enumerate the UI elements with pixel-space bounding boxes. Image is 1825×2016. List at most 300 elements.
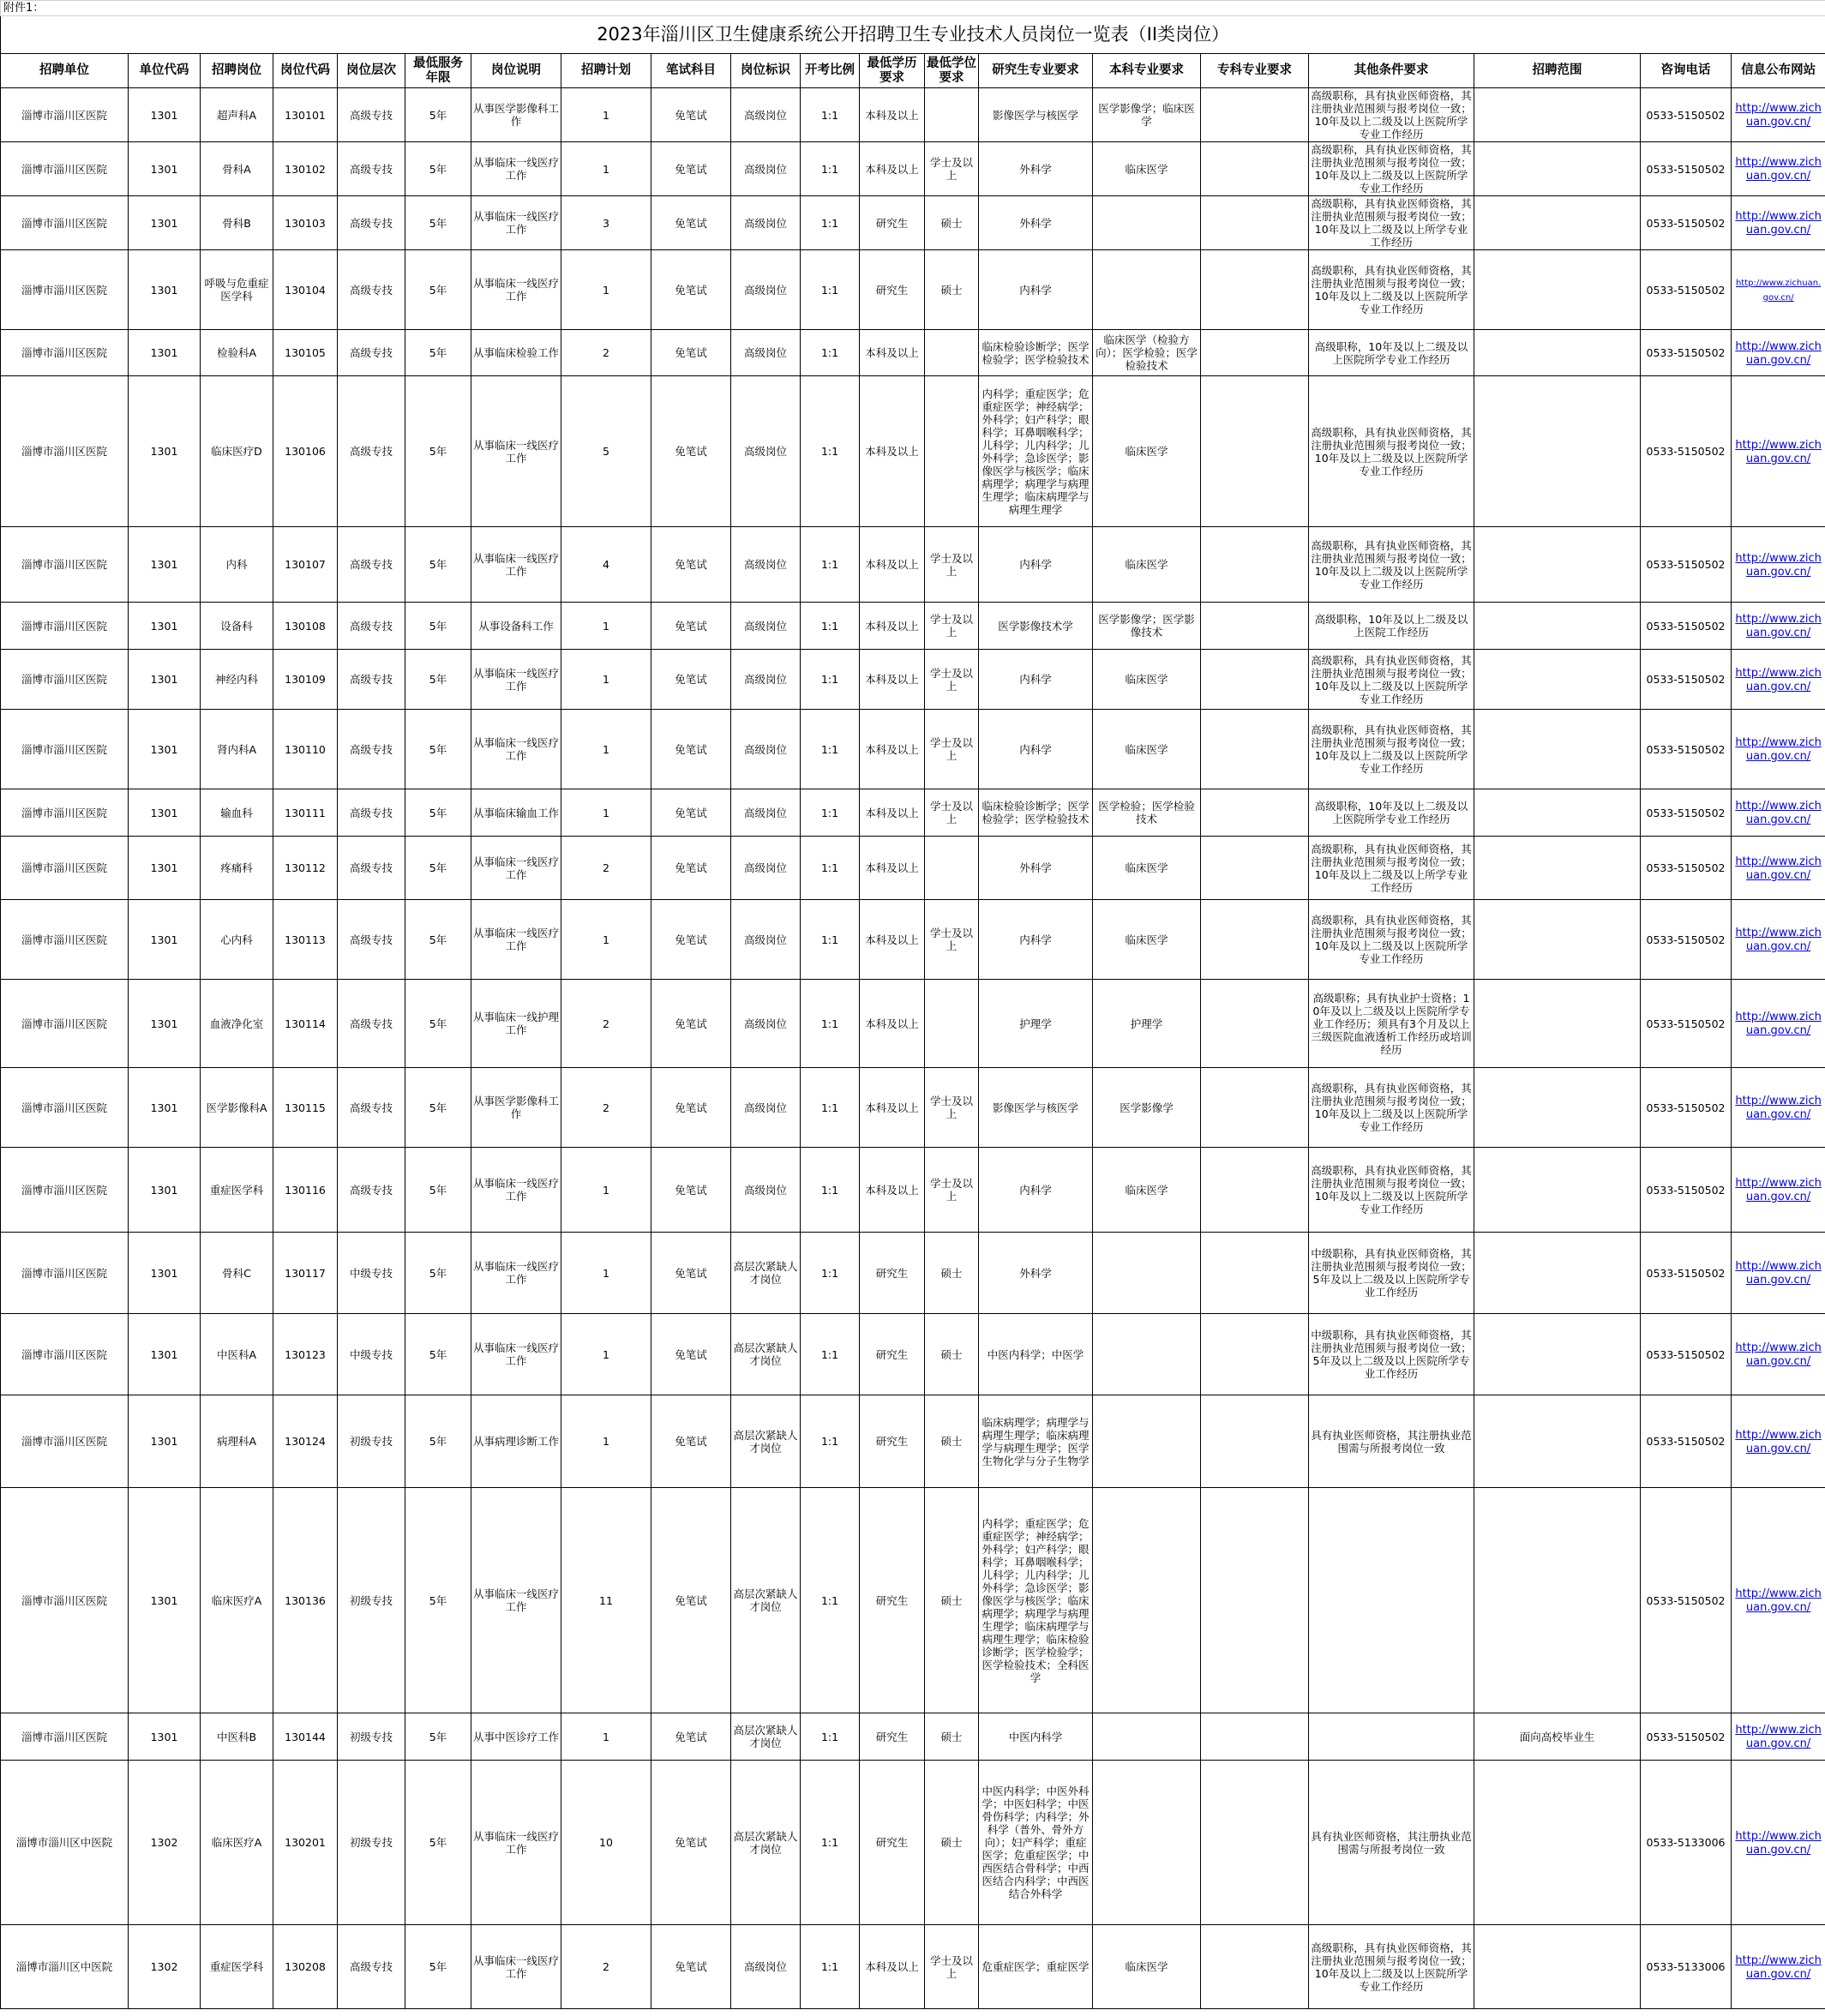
- table-cell: 5年: [405, 603, 471, 650]
- table-cell: [1201, 789, 1309, 837]
- table-cell: 中医科A: [201, 1314, 273, 1395]
- table-cell: 学士及以上: [925, 650, 979, 710]
- table-cell: [1093, 1761, 1201, 1925]
- table-cell: [1474, 603, 1641, 650]
- table-cell: 1:1: [801, 330, 860, 376]
- table-row: [1, 1488, 1825, 1713]
- table-cell: 从事临床一线医疗工作: [471, 1314, 561, 1395]
- table-cell: 1: [561, 88, 651, 142]
- table-row: [1, 1233, 1825, 1314]
- table-cell: 高级岗位: [731, 196, 801, 250]
- table-cell: 免笔试: [651, 603, 731, 650]
- table-cell: 临床医学（检验方向）；医学检验；医学检验技术: [1093, 330, 1201, 376]
- table-cell: 5年: [405, 330, 471, 376]
- table-cell: 高级岗位: [731, 527, 801, 603]
- website-link[interactable]: http://www.zichuan.gov.cn/: [1735, 551, 1822, 579]
- table-cell: 2: [561, 1068, 651, 1148]
- table-cell: [1201, 527, 1309, 603]
- table-cell: [1093, 1233, 1201, 1314]
- table-cell: 医学检验；医学检验技术: [1093, 789, 1201, 837]
- column-header: 咨询电话: [1641, 54, 1732, 88]
- table-cell: 1301: [129, 376, 201, 527]
- table-cell: 临床检验诊断学；医学检验学；医学检验技术: [979, 330, 1093, 376]
- table-cell: 0533-5150502: [1641, 900, 1732, 980]
- table-cell: 1301: [129, 1068, 201, 1148]
- table-cell: 130208: [273, 1925, 338, 2009]
- table-cell: 医学影像学: [1093, 1068, 1201, 1148]
- column-header: 招聘单位: [1, 54, 129, 88]
- column-header: 岗位层次: [338, 54, 405, 88]
- table-cell: [925, 330, 979, 376]
- table-cell: 免笔试: [651, 142, 731, 196]
- table-cell: 高层次紧缺人才岗位: [731, 1761, 801, 1925]
- table-cell: 高级岗位: [731, 603, 801, 650]
- table-cell: 2: [561, 980, 651, 1068]
- table-cell: [1732, 1925, 1825, 2009]
- table-cell: 高级专技: [338, 789, 405, 837]
- table-cell: 1: [561, 789, 651, 837]
- table-cell: 5: [561, 376, 651, 527]
- table-cell: 硕士: [925, 1713, 979, 1761]
- table-cell: 1:1: [801, 1233, 860, 1314]
- table-row: [1, 1713, 1825, 1761]
- table-cell: [1732, 1395, 1825, 1488]
- table-cell: [1732, 1314, 1825, 1395]
- table-cell: 高层次紧缺人才岗位: [731, 1314, 801, 1395]
- table-cell: 护理学: [1093, 980, 1201, 1068]
- table-cell: 淄博市淄川区医院: [1, 710, 129, 789]
- table-cell: 本科及以上: [860, 527, 925, 603]
- table-cell: 本科及以上: [860, 980, 925, 1068]
- table-cell: 初级专技: [338, 1488, 405, 1713]
- table-cell: 1:1: [801, 1925, 860, 2009]
- table-cell: 5年: [405, 789, 471, 837]
- table-cell: 从事临床一线医疗工作: [471, 837, 561, 900]
- table-cell: 高级岗位: [731, 650, 801, 710]
- table-cell: 130107: [273, 527, 338, 603]
- table-cell: 高级专技: [338, 1925, 405, 2009]
- table-cell: 0533-5150502: [1641, 376, 1732, 527]
- table-cell: 1:1: [801, 1314, 860, 1395]
- table-cell: 1: [561, 650, 651, 710]
- table-cell: 高级专技: [338, 527, 405, 603]
- table-cell: 医学影像学；医学影像技术: [1093, 603, 1201, 650]
- table-cell: [1201, 1488, 1309, 1713]
- table-cell: 本科及以上: [860, 376, 925, 527]
- table-cell: 从事设备科工作: [471, 603, 561, 650]
- table-cell: 1301: [129, 330, 201, 376]
- table-cell: 1302: [129, 1925, 201, 2009]
- table-cell: 0533-5133006: [1641, 1925, 1732, 2009]
- website-link[interactable]: http://www.zichuan.gov.cn/: [1735, 339, 1822, 367]
- table-cell: 5年: [405, 1148, 471, 1233]
- website-link[interactable]: http://www.zichuan.gov.cn/: [1735, 1587, 1822, 1614]
- table-cell: 具有执业医师资格，其注册执业范围需与所报考岗位一致: [1309, 1395, 1474, 1488]
- table-cell: [1474, 1761, 1641, 1925]
- table-cell: [1732, 88, 1825, 142]
- website-link[interactable]: http://www.zichuan.gov.cn/: [1735, 855, 1822, 882]
- table-cell: 高级岗位: [731, 789, 801, 837]
- table-cell: 中医内科学；中医外科学；中医妇科学；中医骨伤科学；内科学；外科学（普外、骨外方向）；妇产科学；重症医学；危重症医学；中西医结合骨科学；中西医结合内科学；中西医结合外科学: [979, 1761, 1093, 1925]
- column-header: 专科专业要求: [1201, 54, 1309, 88]
- table-cell: 本科及以上: [860, 837, 925, 900]
- column-header: 研究生专业要求: [979, 54, 1093, 88]
- table-cell: 危重症医学；重症医学: [979, 1925, 1093, 2009]
- table-cell: 130201: [273, 1761, 338, 1925]
- table-cell: 免笔试: [651, 1713, 731, 1761]
- website-link[interactable]: http://www.zichuan.gov.cn/: [1735, 1428, 1822, 1455]
- table-cell: 从事临床一线医疗工作: [471, 1925, 561, 2009]
- website-link[interactable]: http://www.zichuan.gov.cn/: [1735, 1095, 1822, 1121]
- website-link[interactable]: http://www.zichuan.gov.cn/: [1735, 1953, 1822, 1981]
- table-cell: [925, 376, 979, 527]
- table-cell: 淄博市淄川区中医院: [1, 1761, 129, 1925]
- table-cell: [925, 88, 979, 142]
- table-cell: 初级专技: [338, 1761, 405, 1925]
- table-cell: [1474, 980, 1641, 1068]
- table-cell: 中医内科学: [979, 1713, 1093, 1761]
- table-cell: 淄博市淄川区医院: [1, 1068, 129, 1148]
- table-cell: 从事临床一线医疗工作: [471, 376, 561, 527]
- table-cell: 5年: [405, 1233, 471, 1314]
- table-cell: [1732, 650, 1825, 710]
- table-cell: 高级职称，10年及以上二级及以上医院所学专业工作经历: [1309, 330, 1474, 376]
- table-cell: 心内科: [201, 900, 273, 980]
- table-cell: 淄博市淄川区医院: [1, 789, 129, 837]
- table-cell: 高级职称；具有执业护士资格；10年及以上二级及以上医院所学专业工作经历；须具有3个月及以上三级医院血液透析工作经历或培训经历: [1309, 980, 1474, 1068]
- table-cell: 1301: [129, 1233, 201, 1314]
- table-cell: [1474, 88, 1641, 142]
- table-cell: 高级职称，具有执业医师资格，其注册执业范围须与报考岗位一致；10年及以上二级及以上医院所学专业工作经历: [1309, 142, 1474, 196]
- table-cell: 130114: [273, 980, 338, 1068]
- table-cell: 临床医学: [1093, 650, 1201, 710]
- table-cell: 1:1: [801, 376, 860, 527]
- column-header: 开考比例: [801, 54, 860, 88]
- table-cell: 本科及以上: [860, 1068, 925, 1148]
- table-cell: 1:1: [801, 980, 860, 1068]
- table-cell: 高层次紧缺人才岗位: [731, 1713, 801, 1761]
- table-cell: 1: [561, 1148, 651, 1233]
- table-cell: 从事医学影像科工作: [471, 1068, 561, 1148]
- table-cell: 1:1: [801, 1395, 860, 1488]
- table-cell: 临床医学: [1093, 710, 1201, 789]
- table-cell: 淄博市淄川区医院: [1, 330, 129, 376]
- website-link[interactable]: http://www.zichuan.gov.cn/: [1735, 1341, 1822, 1368]
- table-cell: 0533-5150502: [1641, 603, 1732, 650]
- table-cell: 内科学: [979, 650, 1093, 710]
- website-link[interactable]: http://www.zichuan.gov.cn/: [1735, 210, 1822, 237]
- website-link[interactable]: http://www.zichuan.gov.cn/: [1735, 279, 1822, 303]
- table-cell: 临床医学: [1093, 1148, 1201, 1233]
- table-cell: 高级岗位: [731, 376, 801, 527]
- table-cell: 1:1: [801, 1148, 860, 1233]
- table-cell: 5年: [405, 1925, 471, 2009]
- table-cell: 本科及以上: [860, 330, 925, 376]
- table-cell: 临床检验诊断学；医学检验学；医学检验技术: [979, 789, 1093, 837]
- table-cell: 本科及以上: [860, 1148, 925, 1233]
- table-cell: [1093, 1713, 1201, 1761]
- website-link[interactable]: http://www.zichuan.gov.cn/: [1735, 438, 1822, 465]
- table-cell: 外科学: [979, 196, 1093, 250]
- table-cell: 硕士: [925, 1761, 979, 1925]
- table-cell: [1201, 603, 1309, 650]
- table-cell: 1: [561, 142, 651, 196]
- table-row: [1, 88, 1825, 142]
- table-cell: [1201, 900, 1309, 980]
- table-cell: 0533-5150502: [1641, 650, 1732, 710]
- table-cell: 130117: [273, 1233, 338, 1314]
- table-cell: 1:1: [801, 1761, 860, 1925]
- table-cell: [1474, 376, 1641, 527]
- table-cell: [1093, 1395, 1201, 1488]
- table-cell: 淄博市淄川区医院: [1, 1148, 129, 1233]
- table-cell: 本科及以上: [860, 900, 925, 980]
- table-cell: 1:1: [801, 196, 860, 250]
- table-cell: [925, 980, 979, 1068]
- table-cell: 0533-5150502: [1641, 710, 1732, 789]
- table-cell: 1301: [129, 710, 201, 789]
- table-cell: 免笔试: [651, 1761, 731, 1925]
- table-cell: [1732, 789, 1825, 837]
- table-cell: 高级职称，具有执业医师资格，其注册执业范围须与报考岗位一致；10年及以上二级及以上所学专业工作经历: [1309, 196, 1474, 250]
- table-cell: [1732, 330, 1825, 376]
- table-cell: 5年: [405, 1761, 471, 1925]
- table-cell: 免笔试: [651, 196, 731, 250]
- table-cell: [1093, 1314, 1201, 1395]
- table-cell: 淄博市淄川区医院: [1, 603, 129, 650]
- table-cell: [1201, 710, 1309, 789]
- table-cell: 中医内科学；中医学: [979, 1314, 1093, 1395]
- table-cell: 130123: [273, 1314, 338, 1395]
- table-cell: 130108: [273, 603, 338, 650]
- column-header: 笔试科目: [651, 54, 731, 88]
- table-cell: 硕士: [925, 1314, 979, 1395]
- table-cell: 5年: [405, 710, 471, 789]
- table-cell: 初级专技: [338, 1395, 405, 1488]
- table-cell: 免笔试: [651, 330, 731, 376]
- table-cell: 骨科C: [201, 1233, 273, 1314]
- table-cell: 高级专技: [338, 376, 405, 527]
- table-cell: 学士及以上: [925, 527, 979, 603]
- table-cell: 10: [561, 1761, 651, 1925]
- table-cell: 高级职称，具有执业医师资格，其注册执业范围须与报考岗位一致；10年及以上二级及以上医院所学专业工作经历: [1309, 527, 1474, 603]
- table-cell: [1201, 650, 1309, 710]
- table-cell: 免笔试: [651, 1925, 731, 2009]
- table-cell: 高级岗位: [731, 900, 801, 980]
- table-cell: [1732, 980, 1825, 1068]
- table-cell: 免笔试: [651, 980, 731, 1068]
- table-cell: 0533-5150502: [1641, 980, 1732, 1068]
- header-row: [1, 54, 1825, 88]
- table-cell: 研究生: [860, 1488, 925, 1713]
- table-cell: 高级专技: [338, 980, 405, 1068]
- table-cell: 130115: [273, 1068, 338, 1148]
- table-cell: 高级职称，具有执业医师资格，其注册执业范围须与报考岗位一致；10年及以上二级及以上医院所学专业工作经历: [1309, 1148, 1474, 1233]
- table-cell: [1732, 1713, 1825, 1761]
- table-cell: [1474, 650, 1641, 710]
- table-cell: 130109: [273, 650, 338, 710]
- table-cell: 免笔试: [651, 900, 731, 980]
- website-link[interactable]: http://www.zichuan.gov.cn/: [1735, 1829, 1822, 1857]
- table-cell: 0533-5150502: [1641, 789, 1732, 837]
- table-cell: 5年: [405, 88, 471, 142]
- table-cell: 1: [561, 1314, 651, 1395]
- table-cell: 硕士: [925, 1488, 979, 1713]
- table-cell: 1:1: [801, 837, 860, 900]
- table-cell: 学士及以上: [925, 142, 979, 196]
- table-cell: 本科及以上: [860, 142, 925, 196]
- table-cell: 本科及以上: [860, 789, 925, 837]
- website-link[interactable]: http://www.zichuan.gov.cn/: [1735, 613, 1822, 639]
- table-cell: 1:1: [801, 88, 860, 142]
- website-link[interactable]: http://www.zichuan.gov.cn/: [1735, 736, 1822, 763]
- table-cell: 高级专技: [338, 1068, 405, 1148]
- table-cell: 淄博市淄川区医院: [1, 980, 129, 1068]
- table-cell: 免笔试: [651, 1148, 731, 1233]
- table-cell: 高级职称，具有执业医师资格，其注册执业范围须与报考岗位一致；10年及以上二级及以上医院所学专业工作经历: [1309, 88, 1474, 142]
- table-cell: [1732, 142, 1825, 196]
- website-link[interactable]: http://www.zichuan.gov.cn/: [1735, 102, 1822, 129]
- column-header: 其他条件要求: [1309, 54, 1474, 88]
- table-cell: 神经内科: [201, 650, 273, 710]
- table-cell: 从事临床一线医疗工作: [471, 196, 561, 250]
- table-cell: [1093, 196, 1201, 250]
- table-cell: 高级专技: [338, 837, 405, 900]
- table-cell: 淄博市淄川区医院: [1, 1488, 129, 1713]
- table-cell: 高级专技: [338, 142, 405, 196]
- table-cell: 淄博市淄川区医院: [1, 527, 129, 603]
- column-header: 信息公布网站: [1732, 54, 1825, 88]
- table-cell: 从事临床一线医疗工作: [471, 1233, 561, 1314]
- table-cell: 5年: [405, 1314, 471, 1395]
- table-cell: 高级职称，10年及以上二级及以上医院工作经历: [1309, 603, 1474, 650]
- table-row: [1, 1395, 1825, 1488]
- table-cell: 疼痛科: [201, 837, 273, 900]
- table-cell: 1301: [129, 1488, 201, 1713]
- table-cell: [1093, 1488, 1201, 1713]
- table-cell: [1732, 1068, 1825, 1148]
- table-cell: 130110: [273, 710, 338, 789]
- website-link[interactable]: http://www.zichuan.gov.cn/: [1735, 1011, 1822, 1037]
- table-cell: 临床医学: [1093, 376, 1201, 527]
- table-cell: 临床医学: [1093, 142, 1201, 196]
- table-cell: 130104: [273, 250, 338, 330]
- table-cell: 5年: [405, 527, 471, 603]
- table-cell: 中级专技: [338, 1314, 405, 1395]
- table-cell: 从事临床一线医疗工作: [471, 250, 561, 330]
- table-cell: 1:1: [801, 650, 860, 710]
- table-cell: 临床医学: [1093, 837, 1201, 900]
- table-cell: [1201, 980, 1309, 1068]
- table-cell: 130105: [273, 330, 338, 376]
- table-cell: 高级岗位: [731, 1148, 801, 1233]
- table-cell: 1:1: [801, 1488, 860, 1713]
- table-cell: 免笔试: [651, 1395, 731, 1488]
- table-cell: 外科学: [979, 837, 1093, 900]
- table-cell: 1301: [129, 142, 201, 196]
- table-cell: 高级岗位: [731, 330, 801, 376]
- table-cell: [1201, 1148, 1309, 1233]
- column-header: 岗位标识: [731, 54, 801, 88]
- table-cell: 硕士: [925, 1233, 979, 1314]
- table-cell: 从事临床一线护理工作: [471, 980, 561, 1068]
- table-cell: 免笔试: [651, 376, 731, 527]
- table-cell: 中级职称，具有执业医师资格，其注册执业范围须与报考岗位一致；5年及以上二级及以上医院所学专业工作经历: [1309, 1233, 1474, 1314]
- table-cell: 1301: [129, 1314, 201, 1395]
- website-link[interactable]: http://www.zichuan.gov.cn/: [1735, 800, 1822, 826]
- website-link[interactable]: http://www.zichuan.gov.cn/: [1735, 1177, 1822, 1203]
- table-cell: 研究生: [860, 250, 925, 330]
- table-cell: 5年: [405, 650, 471, 710]
- table-cell: 1: [561, 1395, 651, 1488]
- table-cell: 4: [561, 527, 651, 603]
- table-cell: [1201, 1233, 1309, 1314]
- table-cell: 1:1: [801, 789, 860, 837]
- table-cell: 130101: [273, 88, 338, 142]
- table-row: [1, 196, 1825, 250]
- table-cell: 从事临床一线医疗工作: [471, 710, 561, 789]
- table-cell: 5年: [405, 376, 471, 527]
- table-cell: 免笔试: [651, 527, 731, 603]
- table-cell: [1474, 250, 1641, 330]
- table-cell: 1:1: [801, 250, 860, 330]
- table-cell: 1301: [129, 88, 201, 142]
- table-cell: 高级职称，具有执业医师资格，其注册执业范围须与报考岗位一致；10年及以上二级及以上医院所学专业工作经历: [1309, 710, 1474, 789]
- table-row: [1, 789, 1825, 837]
- column-header: 招聘岗位: [201, 54, 273, 88]
- table-cell: 内科学: [979, 1148, 1093, 1233]
- table-row: [1, 650, 1825, 710]
- table-cell: 初级专技: [338, 1713, 405, 1761]
- table-row: [1, 330, 1825, 376]
- website-link[interactable]: http://www.zichuan.gov.cn/: [1735, 156, 1822, 183]
- table-cell: 从事临床一线医疗工作: [471, 1488, 561, 1713]
- table-cell: 研究生: [860, 1713, 925, 1761]
- table-cell: 1301: [129, 603, 201, 650]
- table-cell: 130102: [273, 142, 338, 196]
- table-cell: [1474, 710, 1641, 789]
- table-cell: 5年: [405, 837, 471, 900]
- table-cell: 0533-5150502: [1641, 1395, 1732, 1488]
- table-cell: 高级职称，具有执业医师资格，其注册执业范围须与报考岗位一致；10年及以上二级及以上医院所学专业工作经历: [1309, 1925, 1474, 2009]
- table-cell: 淄博市淄川区医院: [1, 196, 129, 250]
- table-cell: 骨科B: [201, 196, 273, 250]
- table-cell: 护理学: [979, 980, 1093, 1068]
- table-cell: [1732, 603, 1825, 650]
- table-row: [1, 527, 1825, 603]
- table-cell: 130113: [273, 900, 338, 980]
- table-cell: 学士及以上: [925, 710, 979, 789]
- table-cell: 研究生: [860, 1233, 925, 1314]
- table-cell: 研究生: [860, 1761, 925, 1925]
- table-cell: 超声科A: [201, 88, 273, 142]
- table-cell: 研究生: [860, 1395, 925, 1488]
- table-cell: 淄博市淄川区医院: [1, 376, 129, 527]
- website-link[interactable]: http://www.zichuan.gov.cn/: [1735, 1724, 1822, 1750]
- table-cell: 5年: [405, 1713, 471, 1761]
- table-cell: [1474, 142, 1641, 196]
- table-cell: [1732, 376, 1825, 527]
- table-cell: 130106: [273, 376, 338, 527]
- table-cell: 从事医学影像科工作: [471, 88, 561, 142]
- website-link[interactable]: http://www.zichuan.gov.cn/: [1735, 1260, 1822, 1287]
- table-cell: 1301: [129, 900, 201, 980]
- table-cell: [1201, 1314, 1309, 1395]
- table-cell: 免笔试: [651, 837, 731, 900]
- website-link[interactable]: http://www.zichuan.gov.cn/: [1735, 666, 1822, 693]
- website-link[interactable]: http://www.zichuan.gov.cn/: [1735, 927, 1822, 953]
- table-row: [1, 1068, 1825, 1148]
